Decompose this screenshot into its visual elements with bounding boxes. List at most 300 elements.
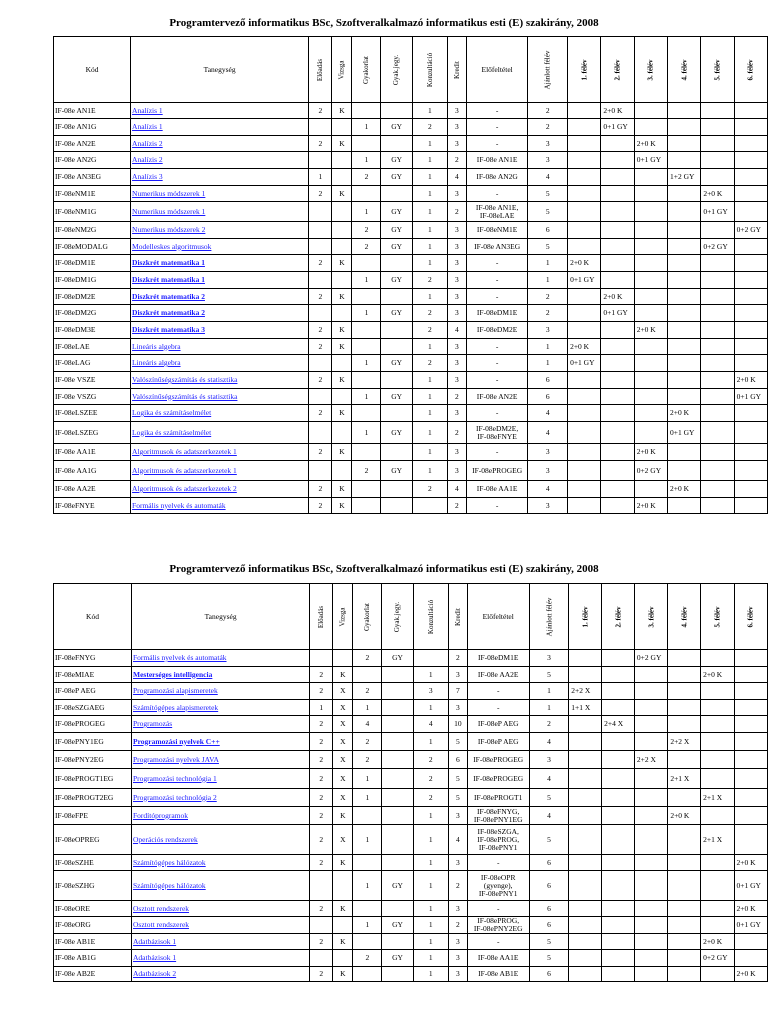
exam-type — [332, 152, 352, 169]
semester-5-cell — [701, 222, 734, 239]
practice-hours — [353, 855, 382, 871]
prerequisite-line: - — [496, 702, 500, 712]
semester-6-cell — [734, 272, 767, 289]
course-link[interactable]: Operációs rendszerek — [132, 825, 310, 855]
recommended-semester: 4 — [529, 733, 569, 751]
course-link[interactable]: Diszkrét matematika 1 — [131, 255, 309, 272]
prerequisite-line: IF-08ePROGEG — [472, 465, 523, 475]
semester-2-cell — [602, 733, 635, 751]
credit-value: 3 — [447, 272, 466, 289]
prerequisite-cell — [466, 422, 528, 444]
semester-4-cell — [668, 716, 701, 733]
credit-value: 2 — [447, 389, 466, 405]
semester-4-cell — [668, 934, 701, 950]
practice-grade: GY — [382, 950, 413, 967]
header-semester-3-label: 3. félév — [646, 59, 655, 80]
course-link[interactable]: Algoritmusok és adatszerkezetek 2 — [131, 481, 309, 498]
prerequisite-line: - — [496, 903, 500, 913]
practice-grade — [381, 339, 412, 355]
semester-3-cell — [634, 716, 667, 733]
recommended-semester: 4 — [528, 405, 568, 422]
recommended-semester: 5 — [529, 667, 569, 683]
practice-hours: 2 — [352, 222, 381, 239]
practice-grade: GY — [381, 461, 412, 481]
semester-2-cell — [601, 444, 634, 461]
lecture-hours: 2 — [310, 901, 333, 917]
semester-3-cell — [634, 305, 667, 322]
course-code: IF-08eSZGAEG — [54, 700, 132, 716]
lecture-hours: 2 — [309, 372, 332, 389]
semester-3-cell — [634, 289, 667, 305]
credit-value: 3 — [448, 901, 467, 917]
semester-5-cell — [701, 481, 734, 498]
credit-value: 3 — [448, 950, 467, 967]
course-link[interactable]: Diszkrét matematika 2 — [131, 289, 309, 305]
prerequisite-cell — [467, 700, 529, 716]
semester-4-cell — [668, 855, 701, 871]
prerequisite-cell — [466, 152, 528, 169]
consultation-hours: 1 — [413, 733, 448, 751]
practice-grade — [382, 769, 413, 789]
prerequisite-cell — [466, 498, 528, 514]
course-link[interactable]: Adatbázisok 2 — [132, 967, 310, 982]
semester-5-cell — [701, 272, 734, 289]
semester-5-cell — [701, 855, 734, 871]
table-row — [54, 322, 768, 339]
course-link[interactable]: Programozási technológia 2 — [132, 789, 310, 807]
semester-4-cell — [668, 255, 701, 272]
semester-4-cell: 2+0 K — [668, 481, 701, 498]
semester-5-cell — [701, 901, 734, 917]
recommended-semester: 6 — [528, 222, 568, 239]
lecture-hours: 2 — [310, 683, 333, 700]
semester-5-cell — [701, 322, 734, 339]
practice-hours: 1 — [353, 789, 382, 807]
semester-3-cell — [634, 667, 667, 683]
practice-hours: 2 — [352, 461, 381, 481]
table-row — [54, 871, 768, 901]
semester-5-cell: 2+0 K — [701, 667, 734, 683]
practice-hours — [352, 481, 381, 498]
lecture-hours — [310, 917, 333, 934]
semester-5-cell — [701, 461, 734, 481]
practice-hours — [353, 967, 382, 982]
table-row — [54, 389, 768, 405]
course-link[interactable]: Numerikus módszerek 2 — [131, 222, 309, 239]
lecture-hours: 2 — [310, 751, 333, 769]
consultation-hours: 1 — [413, 807, 448, 825]
course-link[interactable]: Fordítóprogramok — [132, 807, 310, 825]
course-link[interactable]: Programozási nyelvek C++ — [132, 733, 310, 751]
semester-2-cell — [601, 272, 634, 289]
semester-6-cell — [734, 103, 767, 119]
semester-1-cell: 2+2 X — [569, 683, 602, 700]
course-link[interactable]: Analízis 3 — [131, 169, 309, 186]
table-row — [54, 222, 768, 239]
course-code: IF-08eNM2G — [54, 222, 131, 239]
semester-1-cell — [568, 202, 601, 222]
practice-hours — [352, 136, 381, 152]
semester-6-cell — [734, 498, 767, 514]
semester-1-cell — [569, 934, 602, 950]
recommended-semester: 1 — [528, 355, 568, 372]
semester-6-cell — [734, 683, 767, 700]
practice-hours — [352, 186, 381, 202]
course-link[interactable]: Osztott rendszerek — [132, 901, 310, 917]
exam-type — [332, 119, 352, 136]
course-code: IF-08ePROGT1EG — [54, 769, 132, 789]
course-code: IF-08eDM2G — [54, 305, 131, 322]
lecture-hours — [310, 650, 333, 667]
practice-hours — [352, 255, 381, 272]
course-link[interactable]: Számítógépes hálózatok — [132, 855, 310, 871]
semester-1-cell — [568, 389, 601, 405]
course-link[interactable]: Formális nyelvek és automaták — [132, 650, 310, 667]
table-row — [54, 751, 768, 769]
table-row — [54, 825, 768, 855]
course-link[interactable]: Analízis 2 — [131, 136, 309, 152]
semester-3-cell: 2+0 K — [634, 498, 667, 514]
practice-grade — [382, 733, 413, 751]
course-link[interactable]: Adatbázisok 1 — [132, 950, 310, 967]
semester-6-cell — [734, 825, 767, 855]
prerequisite-cell — [467, 716, 529, 733]
semester-3-cell — [634, 917, 667, 934]
practice-grade — [382, 967, 413, 982]
semester-6-cell — [734, 733, 767, 751]
header-exam — [333, 584, 353, 650]
exam-type: X — [333, 789, 353, 807]
consultation-hours: 1 — [413, 901, 448, 917]
semester-3-cell — [634, 372, 667, 389]
table-row — [54, 152, 768, 169]
exam-type — [332, 239, 352, 255]
course-link[interactable]: Programozás — [132, 716, 310, 733]
header-semester-4-label: 4. félév — [680, 606, 689, 627]
semester-2-cell — [601, 498, 634, 514]
semester-1-cell — [568, 461, 601, 481]
lecture-hours — [310, 871, 333, 901]
course-link[interactable]: Számítógépes alapismeretek — [132, 700, 310, 716]
header-consultation — [413, 584, 448, 650]
table-row — [54, 461, 768, 481]
semester-2-cell — [601, 389, 634, 405]
semester-3-cell — [634, 871, 667, 901]
semester-3-cell — [634, 855, 667, 871]
lecture-hours — [309, 305, 332, 322]
prerequisite-cell — [466, 444, 528, 461]
recommended-semester: 6 — [529, 967, 569, 982]
credit-value: 3 — [447, 305, 466, 322]
prerequisite-line: IF-08ePNY2EG — [473, 924, 523, 933]
exam-type: K — [332, 103, 352, 119]
course-link[interactable]: Mesterséges intelligencia — [132, 667, 310, 683]
semester-3-cell — [634, 901, 667, 917]
consultation-hours: 1 — [412, 239, 447, 255]
practice-grade: GY — [381, 202, 412, 222]
header-code: Kód — [54, 37, 131, 103]
course-link[interactable]: Lineáris algebra — [131, 339, 309, 355]
recommended-semester: 6 — [529, 917, 569, 934]
prerequisite-line: IF-08ePROG, — [477, 916, 520, 925]
course-code: IF-08ePNY2EG — [54, 751, 132, 769]
table-row — [54, 169, 768, 186]
header-row — [54, 584, 768, 650]
prerequisite-line: - — [495, 138, 499, 148]
consultation-hours: 1 — [413, 950, 448, 967]
course-link[interactable]: Logika és számításelmélet — [131, 405, 309, 422]
practice-grade: GY — [381, 389, 412, 405]
course-link[interactable]: Formális nyelvek és automaták — [131, 498, 309, 514]
semester-3-cell — [634, 272, 667, 289]
semester-6-cell: 2+0 K — [734, 901, 767, 917]
semester-2-cell — [602, 751, 635, 769]
semester-3-cell — [634, 789, 667, 807]
section1-title: Programtervező informatikus BSc, Szoftveralkalmazó informatikus esti (E) szakirány, 2008 — [169, 17, 599, 29]
header-semester-4 — [668, 37, 701, 103]
recommended-semester: 6 — [529, 871, 569, 901]
semester-2-cell — [602, 807, 635, 825]
header-code: Kód — [54, 584, 132, 650]
semester-5-cell — [701, 372, 734, 389]
semester-2-cell — [601, 239, 634, 255]
prerequisite-cell — [467, 934, 529, 950]
prerequisite-line: - — [495, 341, 499, 351]
prerequisite-line: IF-08e AA1E — [477, 953, 519, 962]
recommended-semester: 3 — [528, 498, 568, 514]
semester-6-cell — [734, 461, 767, 481]
course-link[interactable]: Programozási alapismeretek — [132, 683, 310, 700]
exam-type: X — [333, 683, 353, 700]
practice-hours: 1 — [352, 152, 381, 169]
course-link[interactable]: Diszkrét matematika 1 — [131, 272, 309, 289]
semester-5-cell — [701, 136, 734, 152]
semester-4-cell — [668, 239, 701, 255]
course-link[interactable]: Programozási nyelvek JAVA — [132, 751, 310, 769]
semester-2-cell: 2+0 K — [601, 289, 634, 305]
consultation-hours: 1 — [413, 700, 448, 716]
practice-grade — [382, 700, 413, 716]
header-practice-label: Gyakorlat — [362, 55, 371, 84]
lecture-hours — [309, 272, 332, 289]
semester-3-cell — [634, 967, 667, 982]
exam-type — [332, 272, 352, 289]
course-code: IF-08eLAG — [54, 355, 131, 372]
semester-5-cell — [701, 305, 734, 322]
consultation-hours: 1 — [413, 871, 448, 901]
practice-hours: 2 — [353, 683, 382, 700]
course-link[interactable]: Számítógépes hálózatok — [132, 871, 310, 901]
exam-type: K — [332, 136, 352, 152]
semester-2-cell — [602, 855, 635, 871]
prerequisite-line: - — [496, 857, 500, 867]
course-link[interactable]: Algoritmusok és adatszerkezetek 1 — [131, 461, 309, 481]
course-link[interactable]: Osztott rendszerek — [132, 917, 310, 934]
semester-5-cell — [701, 650, 734, 667]
semester-4-cell — [668, 751, 701, 769]
semester-2-cell — [602, 667, 635, 683]
course-link[interactable]: Algoritmusok és adatszerkezetek 1 — [131, 444, 309, 461]
practice-hours: 1 — [353, 871, 382, 901]
semester-4-cell — [668, 136, 701, 152]
semester-2-cell — [601, 136, 634, 152]
semester-1-cell — [569, 667, 602, 683]
practice-grade — [382, 807, 413, 825]
semester-1-cell — [569, 789, 602, 807]
semester-5-cell — [701, 103, 734, 119]
course-link[interactable]: Analízis 1 — [131, 119, 309, 136]
table-row — [54, 202, 768, 222]
semester-6-cell: 0+1 GY — [734, 917, 767, 934]
semester-4-cell — [668, 222, 701, 239]
prerequisite-line: - — [495, 275, 499, 284]
table-row — [54, 119, 768, 136]
table-row — [54, 716, 768, 733]
course-link[interactable]: Valószínűségszámítás és statisztika — [131, 389, 309, 405]
semester-6-cell — [734, 119, 767, 136]
practice-grade — [382, 751, 413, 769]
semester-4-cell — [668, 789, 701, 807]
prerequisite-cell — [467, 917, 529, 934]
table-row — [54, 136, 768, 152]
credit-value: 5 — [448, 789, 467, 807]
consultation-hours: 1 — [412, 405, 447, 422]
semester-4-cell — [668, 289, 701, 305]
semester-6-cell: 0+2 GY — [734, 222, 767, 239]
course-link[interactable]: Diszkrét matematika 3 — [131, 322, 309, 339]
header-semester-1-label: 1. félév — [580, 59, 589, 80]
header-semester-6-label: 6. félév — [746, 59, 755, 80]
semester-3-cell — [634, 683, 667, 700]
lecture-hours: 2 — [309, 444, 332, 461]
practice-hours: 1 — [352, 272, 381, 289]
course-code: IF-08eORG — [54, 917, 132, 934]
consultation-hours: 3 — [413, 683, 448, 700]
course-link[interactable]: Adatbázisok 1 — [132, 934, 310, 950]
consultation-hours: 2 — [413, 751, 448, 769]
course-code: IF-08eNM1G — [54, 202, 131, 222]
credit-value: 3 — [447, 444, 466, 461]
course-link[interactable]: Diszkrét matematika 2 — [131, 305, 309, 322]
semester-6-cell — [734, 716, 767, 733]
semester-1-cell — [569, 901, 602, 917]
consultation-hours: 1 — [413, 825, 448, 855]
course-link[interactable]: Logika és számításelmélet — [131, 422, 309, 444]
semester-5-cell — [701, 289, 734, 305]
semester-4-cell: 2+2 X — [668, 733, 701, 751]
exam-type — [332, 305, 352, 322]
practice-grade: GY — [382, 650, 413, 667]
practice-hours — [352, 103, 381, 119]
course-link[interactable]: Programozási technológia 1 — [132, 769, 310, 789]
practice-hours: 1 — [353, 700, 382, 716]
course-link[interactable]: Analízis 2 — [131, 152, 309, 169]
prerequisite-line: - — [495, 500, 499, 510]
semester-4-cell — [668, 700, 701, 716]
prerequisite-cell — [467, 950, 529, 967]
prerequisite-line: IF-08e AN2G — [476, 172, 518, 181]
exam-type — [333, 950, 353, 967]
practice-hours: 2 — [353, 751, 382, 769]
exam-type: K — [332, 339, 352, 355]
course-code: IF-08eDM2E — [54, 289, 131, 305]
course-link[interactable]: Analízis 1 — [131, 103, 309, 119]
semester-1-cell — [568, 322, 601, 339]
semester-2-cell: 0+1 GY — [601, 305, 634, 322]
course-link[interactable]: Modelleskes algoritmusok — [131, 239, 309, 255]
header-semester-5 — [701, 37, 734, 103]
prerequisite-line: - — [495, 188, 499, 198]
lecture-hours — [309, 355, 332, 372]
lecture-hours — [309, 202, 332, 222]
semester-4-cell — [668, 372, 701, 389]
credit-value: 3 — [447, 461, 466, 481]
course-link[interactable]: Valószínűségszámítás és statisztika — [131, 372, 309, 389]
recommended-semester: 2 — [528, 119, 568, 136]
credit-value: 2 — [447, 152, 466, 169]
header-semester-4 — [668, 584, 701, 650]
prerequisite-line: - — [496, 936, 500, 946]
semester-1-cell — [568, 444, 601, 461]
semester-4-cell: 0+1 GY — [668, 422, 701, 444]
semester-2-cell — [602, 700, 635, 716]
table-row — [54, 934, 768, 950]
course-code: IF-08eSZHE — [54, 855, 132, 871]
practice-hours: 2 — [352, 239, 381, 255]
practice-grade: GY — [381, 239, 412, 255]
course-code: IF-08e AB1E — [54, 934, 132, 950]
course-link[interactable]: Lineáris algebra — [131, 355, 309, 372]
lecture-hours: 2 — [310, 855, 333, 871]
table-row — [54, 950, 768, 967]
semester-6-cell — [734, 650, 767, 667]
credit-value: 3 — [447, 222, 466, 239]
exam-type — [332, 422, 352, 444]
consultation-hours: 1 — [413, 917, 448, 934]
consultation-hours: 1 — [412, 152, 447, 169]
prerequisite-line: IF-08e AN1E — [476, 155, 518, 164]
semester-3-cell — [634, 825, 667, 855]
consultation-hours: 1 — [412, 103, 447, 119]
semester-6-cell — [734, 136, 767, 152]
lecture-hours: 2 — [310, 769, 333, 789]
course-link[interactable]: Numerikus módszerek 1 — [131, 186, 309, 202]
prerequisite-line: IF-08ePNY1 — [478, 842, 518, 852]
consultation-hours: 1 — [412, 461, 447, 481]
header-consultation — [412, 37, 447, 103]
semester-2-cell: 2+4 X — [602, 716, 635, 733]
semester-6-cell: 0+1 GY — [734, 389, 767, 405]
course-code: IF-08e AA1G — [54, 461, 131, 481]
credit-value: 3 — [447, 239, 466, 255]
exam-type: K — [332, 372, 352, 389]
course-code: IF-08eFNYE — [54, 498, 131, 514]
prerequisite-cell — [466, 389, 528, 405]
practice-hours — [352, 444, 381, 461]
table-row — [54, 498, 768, 514]
header-practice-grade-label: Gyak.jegy. — [393, 601, 402, 632]
consultation-hours: 1 — [412, 169, 447, 186]
semester-3-cell — [634, 700, 667, 716]
course-link[interactable]: Numerikus módszerek 1 — [131, 202, 309, 222]
semester-1-cell: 0+1 GY — [568, 355, 601, 372]
exam-type: K — [332, 405, 352, 422]
prerequisite-cell — [467, 733, 529, 751]
semester-6-cell — [734, 405, 767, 422]
exam-type — [333, 871, 353, 901]
practice-grade — [382, 901, 413, 917]
semester-4-cell — [668, 339, 701, 355]
